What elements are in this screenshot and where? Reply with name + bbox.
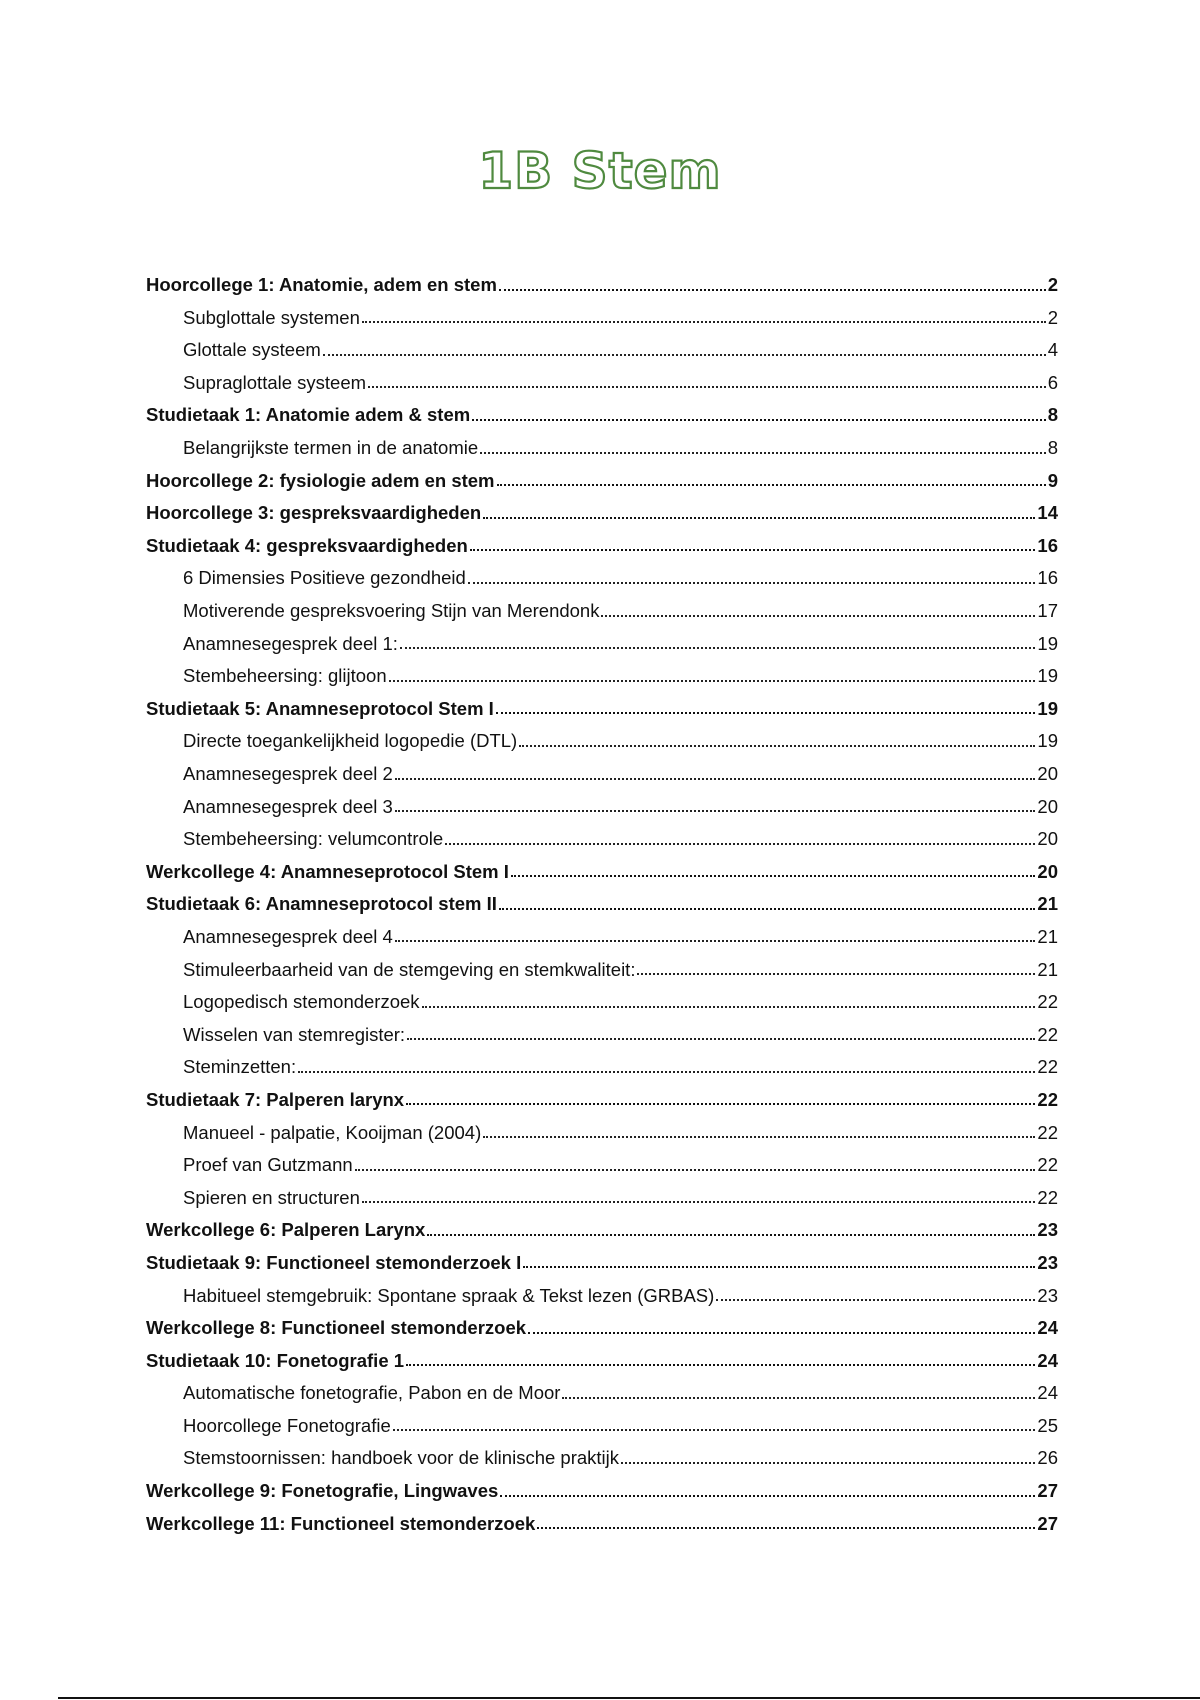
toc-entry-page-number: 24 bbox=[1037, 1382, 1058, 1404]
toc-entry-label: Anamnesegesprek deel 3 bbox=[183, 795, 393, 817]
toc-entry-page-number: 24 bbox=[1037, 1317, 1058, 1339]
toc-entry-label: Stembeheersing: velumcontrole bbox=[183, 828, 444, 850]
toc-entry-label: Studietaak 9: Functioneel stemonderzoek I bbox=[146, 1251, 522, 1273]
toc-entry-chapter[interactable] bbox=[146, 692, 1058, 725]
toc-entry-label: Manueel - palpatie, Kooijman (2004) bbox=[183, 1121, 482, 1143]
toc-dot-leader bbox=[523, 1266, 1035, 1268]
toc-dot-leader bbox=[362, 1201, 1036, 1203]
toc-entry-section[interactable] bbox=[146, 790, 1058, 823]
toc-entry-label: Anamnesegesprek deel 1: bbox=[183, 632, 398, 654]
toc-entry-section[interactable] bbox=[146, 1376, 1058, 1409]
toc-entry-chapter[interactable] bbox=[146, 1083, 1058, 1116]
toc-entry-page-number: 2 bbox=[1047, 306, 1058, 328]
toc-entry-label: 6 Dimensies Positieve gezondheid bbox=[183, 567, 466, 589]
toc-entry-label: Anamnesegesprek deel 4 bbox=[183, 925, 393, 947]
toc-entry-section[interactable] bbox=[146, 1050, 1058, 1083]
toc-entry-section[interactable] bbox=[146, 1441, 1058, 1474]
toc-entry-page-number: 19 bbox=[1037, 697, 1058, 719]
toc-entry-page-number: 16 bbox=[1037, 534, 1058, 556]
toc-entry-chapter[interactable] bbox=[146, 268, 1058, 301]
toc-entry-page-number: 9 bbox=[1047, 469, 1058, 491]
toc-entry-page-number: 19 bbox=[1037, 730, 1058, 752]
toc-dot-leader bbox=[355, 1169, 1036, 1171]
toc-entry-page-number: 22 bbox=[1037, 1154, 1058, 1176]
toc-dot-leader bbox=[368, 386, 1046, 388]
toc-entry-section[interactable] bbox=[146, 1181, 1058, 1214]
toc-entry-label: Studietaak 4: gespreksvaardigheden bbox=[146, 534, 468, 556]
toc-entry-page-number: 2 bbox=[1047, 274, 1058, 296]
page-bottom-rule bbox=[58, 1697, 1200, 1699]
toc-entry-page-number: 21 bbox=[1037, 925, 1058, 947]
toc-entry-page-number: 25 bbox=[1037, 1414, 1058, 1436]
toc-entry-section[interactable] bbox=[146, 659, 1058, 692]
toc-entry-section[interactable] bbox=[146, 1018, 1058, 1051]
toc-entry-page-number: 23 bbox=[1037, 1219, 1058, 1241]
toc-entry-label: Hoorcollege 1: Anatomie, adem en stem bbox=[146, 274, 497, 296]
toc-entry-label: Spieren en structuren bbox=[183, 1186, 360, 1208]
toc-entry-section[interactable] bbox=[146, 952, 1058, 985]
toc-entry-label: Belangrijkste termen in de anatomie bbox=[183, 437, 479, 459]
toc-entry-section[interactable] bbox=[146, 920, 1058, 953]
toc-entry-page-number: 20 bbox=[1037, 795, 1058, 817]
toc-entry-section[interactable] bbox=[146, 1278, 1058, 1311]
toc-entry-chapter[interactable] bbox=[146, 496, 1058, 529]
toc-entry-chapter[interactable] bbox=[146, 855, 1058, 888]
toc-entry-label: Wisselen van stemregister: bbox=[183, 1023, 406, 1045]
toc-dot-leader bbox=[500, 1495, 1035, 1497]
toc-entry-page-number: 20 bbox=[1037, 860, 1058, 882]
toc-dot-leader bbox=[393, 1429, 1036, 1431]
toc-entry-section[interactable] bbox=[146, 594, 1058, 627]
toc-dot-leader bbox=[621, 1462, 1035, 1464]
toc-entry-page-number: 22 bbox=[1037, 1121, 1058, 1143]
toc-entry-chapter[interactable] bbox=[146, 1213, 1058, 1246]
toc-dot-leader bbox=[389, 680, 1036, 682]
toc-entry-label: Werkcollege 9: Fonetografie, Lingwaves bbox=[146, 1480, 499, 1502]
toc-dot-leader bbox=[298, 1071, 1035, 1073]
document-title: 1B Stem bbox=[478, 142, 722, 200]
toc-entry-label: Glottale systeem bbox=[183, 339, 321, 361]
toc-dot-leader bbox=[519, 745, 1035, 747]
toc-entry-label: Studietaak 7: Palperen larynx bbox=[146, 1088, 405, 1110]
toc-entry-chapter[interactable] bbox=[146, 1246, 1058, 1279]
toc-entry-section[interactable] bbox=[146, 627, 1058, 660]
toc-dot-leader bbox=[406, 1364, 1035, 1366]
toc-entry-section[interactable] bbox=[146, 985, 1058, 1018]
toc-dot-leader bbox=[483, 1136, 1035, 1138]
toc-dot-leader bbox=[406, 1103, 1035, 1105]
toc-entry-page-number: 20 bbox=[1037, 828, 1058, 850]
toc-entry-chapter[interactable] bbox=[146, 398, 1058, 431]
toc-entry-label: Motiverende gespreksvoering Stijn van Merendonk bbox=[183, 600, 600, 622]
toc-entry-page-number: 26 bbox=[1037, 1447, 1058, 1469]
toc-entry-label: Habitueel stemgebruik: Spontane spraak & Tekst lezen (GRBAS) bbox=[183, 1284, 715, 1306]
toc-entry-label: Werkcollege 6: Palperen Larynx bbox=[146, 1219, 426, 1241]
toc-entry-label: Subglottale systemen bbox=[183, 306, 360, 328]
toc-entry-label: Steminzetten: bbox=[183, 1056, 297, 1078]
toc-entry-label: Stemstoornissen: handboek voor de klinische praktijk bbox=[183, 1447, 620, 1469]
toc-dot-leader bbox=[422, 1006, 1036, 1008]
toc-dot-leader bbox=[472, 419, 1046, 421]
toc-dot-leader bbox=[323, 354, 1046, 356]
toc-entry-page-number: 19 bbox=[1037, 632, 1058, 654]
toc-entry-page-number: 19 bbox=[1037, 665, 1058, 687]
toc-dot-leader bbox=[637, 973, 1035, 975]
toc-entry-page-number: 6 bbox=[1047, 371, 1058, 393]
toc-dot-leader bbox=[528, 1332, 1035, 1334]
toc-dot-leader bbox=[562, 1397, 1035, 1399]
toc-entry-label: Studietaak 6: Anamneseprotocol stem II bbox=[146, 893, 497, 915]
toc-entry-section[interactable] bbox=[146, 301, 1058, 334]
toc-dot-leader bbox=[483, 517, 1035, 519]
toc-entry-label: Werkcollege 8: Functioneel stemonderzoek bbox=[146, 1317, 527, 1339]
toc-entry-label: Studietaak 5: Anamneseprotocol Stem I bbox=[146, 697, 494, 719]
toc-entry-label: Directe toegankelijkheid logopedie (DTL) bbox=[183, 730, 518, 752]
toc-dot-leader bbox=[468, 582, 1036, 584]
toc-entry-page-number: 22 bbox=[1037, 991, 1058, 1013]
toc-dot-leader bbox=[601, 615, 1035, 617]
toc-entry-label: Anamnesegesprek deel 2 bbox=[183, 763, 393, 784]
toc-entry-page-number: 20 bbox=[1037, 763, 1058, 784]
toc-dot-leader bbox=[470, 549, 1036, 551]
toc-dot-leader bbox=[407, 1038, 1035, 1040]
toc-entry-page-number: 21 bbox=[1037, 893, 1058, 915]
toc-dot-leader bbox=[427, 1234, 1035, 1236]
toc-entry-section[interactable] bbox=[146, 724, 1058, 757]
toc-dot-leader bbox=[395, 778, 1036, 780]
toc-entry-label: Stembeheersing: glijtoon bbox=[183, 665, 387, 687]
toc-dot-leader bbox=[445, 843, 1035, 845]
table-of-contents bbox=[146, 268, 1058, 1539]
toc-entry-chapter[interactable] bbox=[146, 1474, 1058, 1507]
toc-entry-page-number: 22 bbox=[1037, 1088, 1058, 1110]
toc-entry-page-number: 27 bbox=[1037, 1480, 1058, 1502]
toc-entry-section[interactable] bbox=[146, 757, 1058, 790]
toc-entry-label: Hoorcollege 2: fysiologie adem en stem bbox=[146, 469, 495, 491]
toc-entry-page-number: 23 bbox=[1037, 1284, 1058, 1306]
toc-entry-page-number: 23 bbox=[1037, 1251, 1058, 1273]
toc-entry-section[interactable] bbox=[146, 366, 1058, 399]
toc-entry-chapter[interactable] bbox=[146, 1344, 1058, 1377]
toc-entry-chapter[interactable] bbox=[146, 887, 1058, 920]
toc-dot-leader bbox=[511, 875, 1036, 877]
toc-dot-leader bbox=[499, 289, 1046, 291]
toc-dot-leader bbox=[400, 647, 1035, 649]
toc-entry-page-number: 22 bbox=[1037, 1023, 1058, 1045]
toc-entry-page-number: 8 bbox=[1047, 437, 1058, 459]
toc-dot-leader bbox=[497, 484, 1046, 486]
toc-dot-leader bbox=[499, 908, 1036, 910]
toc-entry-chapter[interactable] bbox=[146, 1507, 1058, 1540]
toc-dot-leader bbox=[362, 321, 1046, 323]
toc-entry-label: Supraglottale systeem bbox=[183, 371, 367, 393]
toc-entry-section[interactable] bbox=[146, 1115, 1058, 1148]
toc-dot-leader bbox=[716, 1299, 1035, 1301]
toc-entry-section[interactable] bbox=[146, 1409, 1058, 1442]
toc-entry-label: Automatische fonetografie, Pabon en de Moor bbox=[183, 1382, 561, 1404]
toc-entry-chapter[interactable] bbox=[146, 464, 1058, 497]
toc-entry-page-number: 22 bbox=[1037, 1056, 1058, 1078]
toc-entry-page-number: 27 bbox=[1037, 1512, 1058, 1534]
toc-entry-page-number: 24 bbox=[1037, 1349, 1058, 1371]
toc-entry-label: Stimuleerbaarheid van de stemgeving en stemkwaliteit: bbox=[183, 958, 636, 980]
toc-dot-leader bbox=[537, 1527, 1035, 1529]
toc-entry-page-number: 14 bbox=[1037, 502, 1058, 524]
toc-entry-label: Hoorcollege Fonetografie bbox=[183, 1414, 391, 1436]
toc-entry-page-number: 16 bbox=[1037, 567, 1058, 589]
toc-entry-section[interactable] bbox=[146, 561, 1058, 594]
toc-entry-label: Logopedisch stemonderzoek bbox=[183, 991, 420, 1013]
toc-entry-page-number: 8 bbox=[1047, 404, 1058, 426]
toc-entry-section[interactable] bbox=[146, 333, 1058, 366]
toc-dot-leader bbox=[395, 940, 1036, 942]
toc-dot-leader bbox=[496, 712, 1036, 714]
toc-entry-label: Studietaak 10: Fonetografie 1 bbox=[146, 1349, 405, 1371]
toc-entry-label: Werkcollege 4: Anamneseprotocol Stem I bbox=[146, 860, 509, 882]
toc-entry-label: Werkcollege 11: Functioneel stemonderzoek bbox=[146, 1512, 536, 1534]
toc-dot-leader bbox=[480, 452, 1046, 454]
toc-entry-section[interactable] bbox=[146, 1148, 1058, 1181]
toc-entry-chapter[interactable] bbox=[146, 1311, 1058, 1344]
toc-entry-label: Studietaak 1: Anatomie adem & stem bbox=[146, 404, 471, 426]
toc-entry-label: Proef van Gutzmann bbox=[183, 1154, 353, 1176]
toc-entry-section[interactable] bbox=[146, 431, 1058, 464]
toc-entry-page-number: 22 bbox=[1037, 1186, 1058, 1208]
toc-entry-label: Hoorcollege 3: gespreksvaardigheden bbox=[146, 502, 482, 524]
toc-entry-section[interactable] bbox=[146, 822, 1058, 855]
toc-entry-page-number: 21 bbox=[1037, 958, 1058, 980]
toc-entry-page-number: 4 bbox=[1047, 339, 1058, 361]
toc-entry-chapter[interactable] bbox=[146, 529, 1058, 562]
toc-dot-leader bbox=[395, 810, 1036, 812]
toc-entry-page-number: 17 bbox=[1037, 600, 1058, 622]
